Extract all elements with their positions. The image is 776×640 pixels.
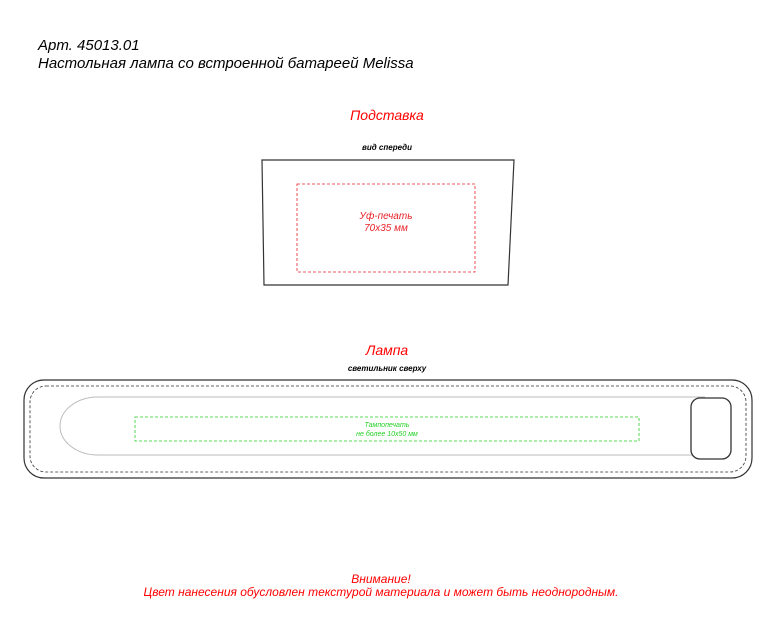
stand-view-label: вид спереди (362, 143, 412, 152)
lamp-print-method: Тампопечать (364, 422, 410, 429)
notice-text: Цвет нанесения обусловлен текстурой материала и может быть неоднородным. (143, 585, 619, 599)
stand-print-size: 70х35 мм (364, 223, 408, 234)
lamp-view-label: светильник сверху (347, 364, 427, 373)
article-number: Арт. 45013.01 (38, 37, 140, 54)
lamp-print-size: не более 10х50 мм (356, 431, 418, 438)
stand-print-method: Уф-печать (359, 211, 413, 222)
lamp-heading: Лампа (365, 342, 409, 358)
stand-heading: Подставка (350, 107, 424, 123)
notice-title: Внимание! (351, 572, 411, 586)
lamp-switch (691, 398, 731, 459)
lamp-outer-outline (24, 380, 752, 478)
product-name: Настольная лампа со встроенной батареей Melissa (38, 55, 414, 72)
